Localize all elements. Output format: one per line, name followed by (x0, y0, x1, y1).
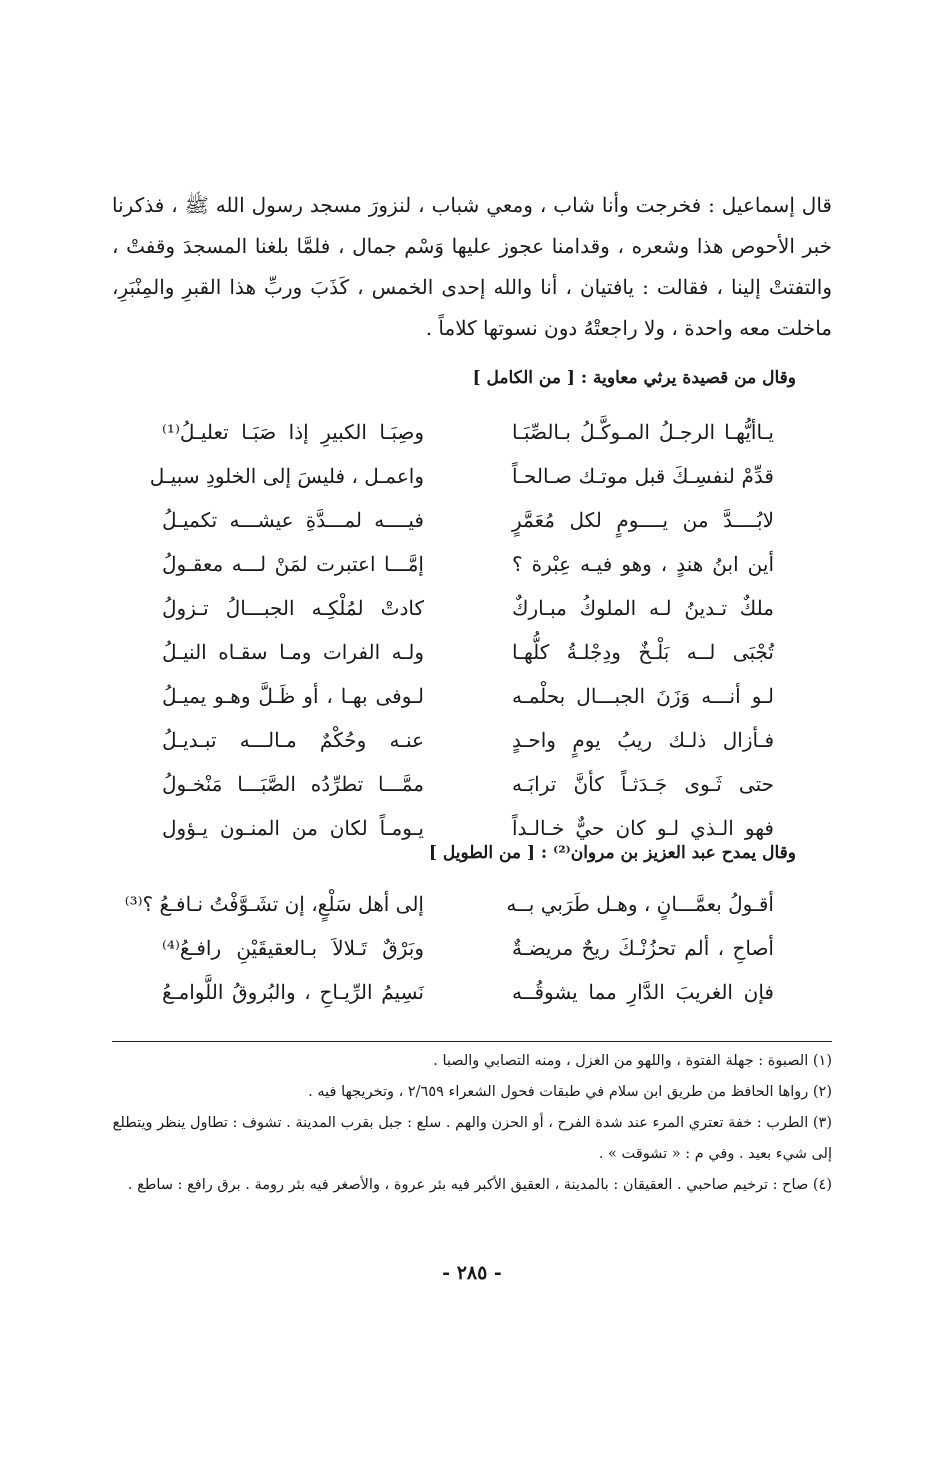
hemistich-second: وبَرْقٌ تَـلالاَ بـالعقيقَيْنِ رافـعُ⁽⁴⁾ (162, 936, 424, 960)
verse-line (162, 498, 774, 542)
hemistich-second: إمَّـــا اعتبرت لمَنْ لـــه معقـولُ (162, 552, 424, 576)
footnote-3: (٣) الطرب : خفة تعتري المرء عند شدة الفرح ، أو الحزن والهم . سلع : جبل بقرب المدينة . تشوف : تطاول ينظر ويتطلع إلى شيء بعيد . وفي م : « تشوقت » . (112, 1115, 832, 1162)
hemistich-first: فهو الـذي لـو كان حيٌّ خـالـداً (512, 816, 774, 840)
verse-line (162, 542, 774, 586)
verse-line (149, 454, 774, 498)
verse-line (162, 586, 774, 630)
poem2-heading: وقال يمدح عبد العزيز بن مروان⁽²⁾ : [ من الطويل ] (428, 843, 796, 863)
poem1 (149, 410, 774, 850)
poem1-heading: وقال من قصيدة يرثي معاوية : [ من الكامل ] (472, 368, 796, 388)
verse-line (124, 882, 774, 926)
hemistich-second: نَسِيمُ الرِّيـاحِ ، والبُروقُ اللَّوامـعُ (162, 980, 424, 1004)
prose-text: قال إسماعيل : فخرجت وأنا شاب ، ومعي شباب ، لنزورَ مسجد رسول الله ﷺ ، فذكرنا خبر الأحوص هذا وشعره ، وقدامنا عجوز عليها وَسْم جمال ، فلمَّا بلغنا المسجدَ وقفتْ ، والتفتتْ إلينا ، فقالت : يافتيان ، أنا والله إحدى الخمس ، كَذَبَ وربِّ هذا القبرِ والمِنْبَرِ، ماخلت معه واحدة ، ولا راجعتْهُ دون نسوتها كلاماً . (112, 193, 832, 340)
hemistich-first: فإن الغريبَ الدَّارِ مما يشوقُــه (512, 980, 774, 1004)
hemistich-first: يـاأيُّهـا الرجـلُ المـوكَّـلُ بـالصِّبَـا (512, 420, 774, 444)
verse-line (162, 926, 774, 970)
hemistich-first: أقـولُ بعمَّـــانٍ ، وهـل طَرَبي بــه (506, 892, 774, 916)
verse-line (162, 674, 774, 718)
hemistich-second: ممَّـــا تطرِّدُه الصَّبَـــا مَنْخـولُ (162, 772, 424, 796)
verse-line (162, 410, 774, 454)
hemistich-second: إلى أهل سَلْعٍ، إن تشَـوَّفْتُ نـافـعُ ؟⁽³⁾ (124, 892, 424, 916)
verse-line (162, 970, 774, 1014)
poem2 (124, 882, 774, 1014)
prose-paragraph (112, 185, 832, 349)
hemistich-first: أين ابنُ هندٍ ، وهو فيـه عِبْرة ؟ (512, 552, 774, 576)
hemistich-second: ولـه الفرات ومـا سقـاه النيـلُ (162, 640, 424, 664)
hemistich-second: عنـه وحُكْمٌ مـالـــه تبـديـلُ (162, 728, 424, 752)
page-number: - ٢٨٥ - (442, 1262, 502, 1284)
hemistich-second: يـومـاً لكان من المنـون يـؤول (162, 816, 424, 840)
hemistich-first: تُجْبَى لــه بَلْـخٌ ودِجْلـةُ كلُّهـا (512, 640, 774, 664)
hemistich-first: أصاحِ ، ألم تحزُنْـكَ ريحٌ مريضـةٌ (512, 936, 774, 960)
hemistich-second: لـوفى بهـا ، أو ظَـلَّ وهـو يميـلُ (162, 684, 424, 708)
verse-line (162, 718, 774, 762)
hemistich-first: ملكٌ تـدينُ لـه الملوكُ مبـاركٌ (512, 596, 774, 620)
footnote-2: (٢) رواها الحافظ من طريق ابن سلام في طبقات فحول الشعراء ٢/٦٥٩ ، وتخريجها فيه . (308, 1084, 832, 1100)
hemistich-first: لـو أنـــه وَزَنَ الجبـــال بحلْمـه (512, 684, 774, 708)
footnote-1: (١) الصبوة : جهلة الفتوة ، واللهو من الغزل ، ومنه التصابي والصبا . (433, 1053, 832, 1069)
hemistich-second: واعمـل ، فليسَ إلى الخلودِ سبيـل (149, 464, 424, 488)
verse-line (162, 630, 774, 674)
hemistich-first: حتى ثَـوى جَـدَثـاً كأنَّ ترابَـه (512, 772, 774, 796)
hemistich-second: فيــــه لمـــدَّةِ عيشـــه تكميـلُ (162, 508, 424, 532)
footnotes (107, 1046, 832, 1201)
hemistich-first: لابُــــدَّ من يــــومٍ لكل مُعَمَّرٍ (512, 508, 774, 532)
hemistich-first: قدِّمْ لنفسِـكَ قبل موتـك صـالحـاً (512, 464, 774, 488)
footnote-4: (٤) صاح : ترخيم صاحبي . العقيقان : بالمدينة ، العقيق الأكبر فيه بئر عروة ، والأصغر فيه بئر رومة . برق رافع : ساطع . (127, 1177, 832, 1193)
verse-line (162, 762, 774, 806)
footnote-divider (112, 1041, 832, 1042)
hemistich-second: وصِبَـا الكبيرِ إذا صَبَـا تعليـلُ⁽¹⁾ (162, 420, 424, 444)
hemistich-second: كادتْ لمُلْكِـه الجبـــالُ تـزولُ (162, 596, 424, 620)
hemistich-first: فـأزال ذلـك ريبُ يومٍ واحـدٍ (512, 728, 774, 752)
